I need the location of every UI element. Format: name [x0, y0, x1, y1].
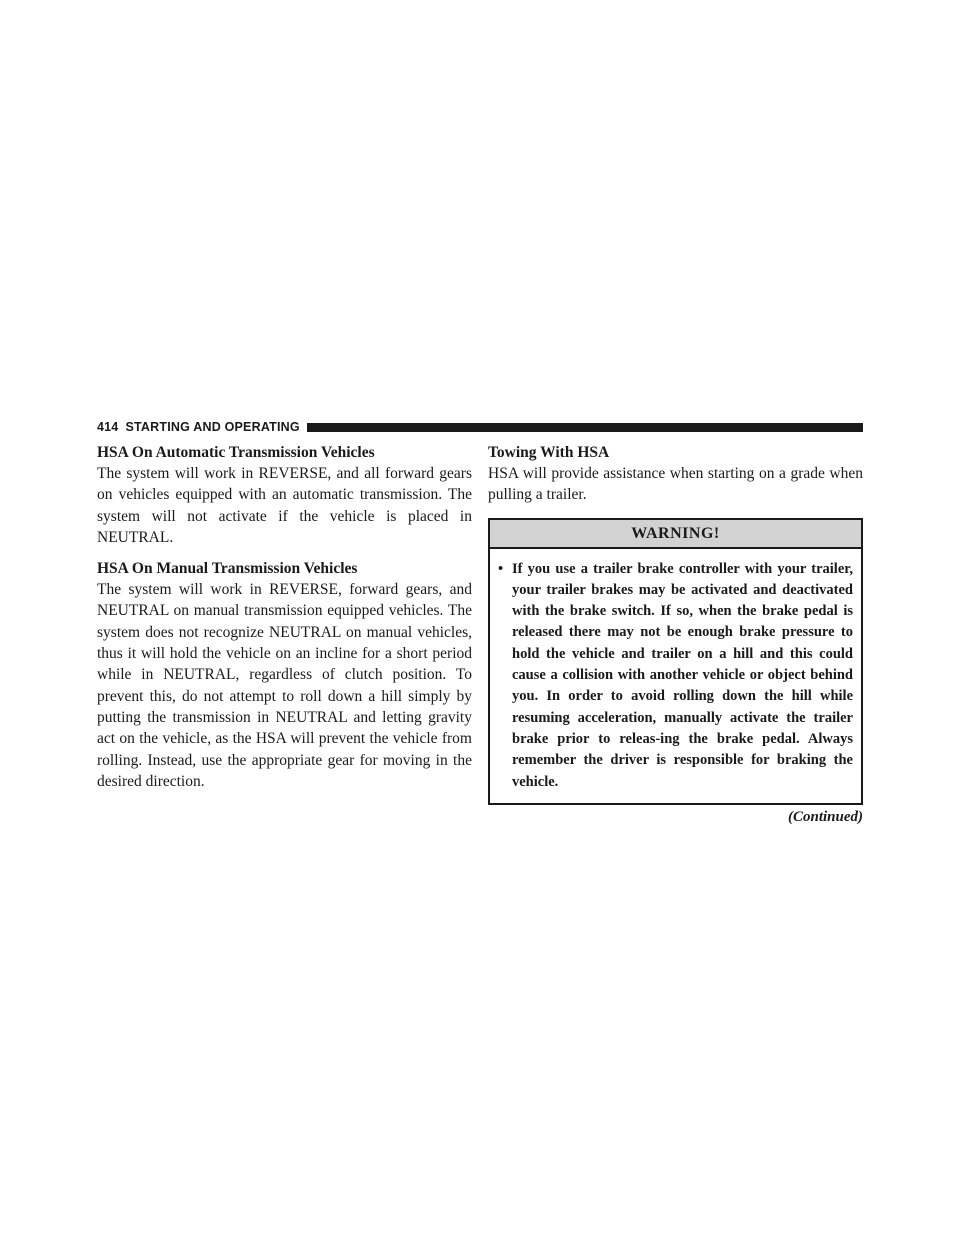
warning-text: If you use a trailer brake controller with your trailer, your trailer brakes may be activated and deactivated with the brake switch. If so, when the brake pedal is released there may not be enough brake pressure to hold the vehicle and trailer on a hill and this could cause a collision with another vehicle or object behind you. In order to avoid rolling down the hill while resuming acceleration, manually activate the trailer brake prior to releas-ing the brake pedal. Always remember the driver is responsible for braking the vehicle. [512, 560, 853, 790]
automatic-paragraph: The system will work in REVERSE, and all forward gears on vehicles equipped with an automatic transmission. The system will not activate if the vehicle is placed in NEUTRAL. [97, 465, 472, 546]
page-header [97, 420, 863, 434]
left-column [97, 442, 472, 792]
towing-paragraph: HSA will provide assistance when starting on a grade when pulling a trailer. [488, 465, 863, 504]
towing-heading: Towing With HSA [488, 444, 610, 461]
manual-paragraph: The system will work in REVERSE, forward gears, and NEUTRAL on manual transmission equipped vehicles. The system does not recognize NEUTRAL on manual vehicles, thus it will hold the vehicle on an incline for a short period while in NEUTRAL, regardless of clutch position. To prevent this, do not attempt to roll down a hill simply by putting the transmission in NEUTRAL and letting gravity act on the vehicle, as the HSA will prevent the vehicle from rolling. Instead, use the appropriate gear for moving in the desired direction. [97, 581, 472, 790]
manual-heading: HSA On Manual Transmission Vehicles [97, 560, 358, 578]
automatic-heading: HSA On Automatic Transmission Vehicles [97, 444, 375, 461]
warning-title: WARNING! [490, 520, 861, 549]
warning-box [488, 518, 863, 805]
section-title: STARTING AND OPERATING [125, 420, 300, 434]
page-number: 414 [97, 420, 119, 434]
warning-body [490, 549, 861, 803]
right-column [488, 442, 863, 827]
header-rule [307, 423, 863, 432]
continued-label: (Continued) [787, 808, 863, 825]
bullet-icon: • [498, 560, 504, 577]
